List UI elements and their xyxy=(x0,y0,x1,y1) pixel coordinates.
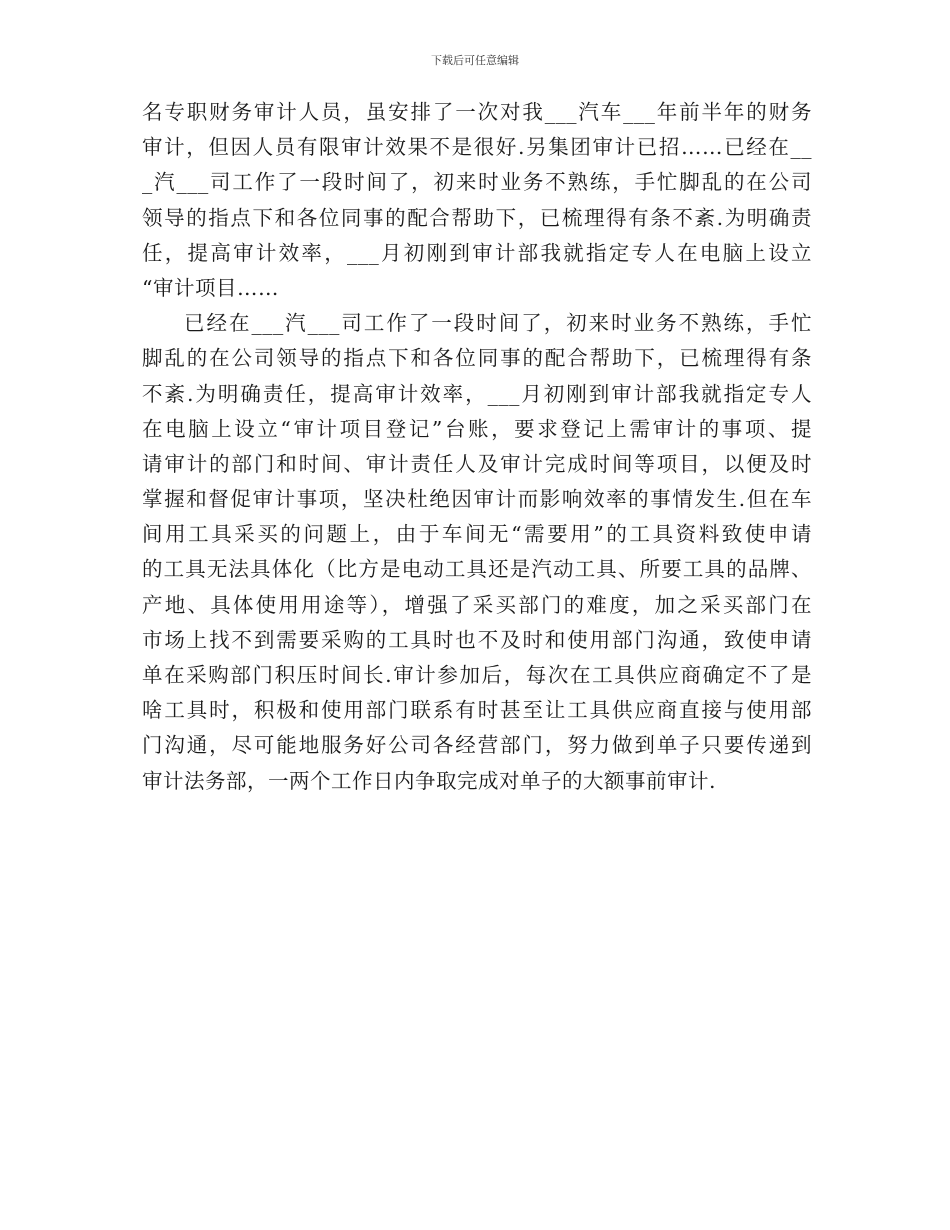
text-line: 请审计的部门和时间、审计责任人及审计完成时间等项目，以便及时 xyxy=(142,451,812,476)
page-header: 下载后可任意编辑 xyxy=(431,54,519,67)
text-line: 领导的指点下和各位同事的配合帮助下，已梳理得有条不紊.为明确责 xyxy=(142,205,812,230)
paragraph-1 xyxy=(142,95,812,306)
text-line: 不紊.为明确责任，提高审计效率，___月初刚到审计部我就指定专人 xyxy=(142,381,812,406)
text-line: 名专职财务审计人员，虽安排了一次对我___汽车___年前半年的财务 xyxy=(142,100,812,124)
text-line: “审计项目…… xyxy=(142,275,279,300)
text-line: 脚乱的在公司领导的指点下和各位同事的配合帮助下，已梳理得有条 xyxy=(142,346,812,371)
text-line: _汽___司工作了一段时间了，初来时业务不熟练，手忙脚乱的在公司 xyxy=(142,170,812,195)
text-line: 任，提高审计效率，___月初刚到审计部我就指定专人在电脑上设立 xyxy=(142,240,812,265)
paragraph-2 xyxy=(142,306,812,799)
text-line: 间用工具采买的问题上，由于车间无“需要用”的工具资料致使申请 xyxy=(142,522,812,547)
text-line: 门沟通，尽可能地服务好公司各经营部门，努力做到单子只要传递到 xyxy=(142,733,812,758)
text-line: 单在采购部门积压时间长.审计参加后，每次在工具供应商确定不了是 xyxy=(142,663,812,687)
text-line: 在电脑上设立“审计项目登记”台账，要求登记上需审计的事项、提 xyxy=(142,416,812,441)
text-line: 审计，但因人员有限审计效果不是很好.另集团审计已招……已经在__ xyxy=(142,135,812,160)
text-line: 产地、具体使用用途等），增强了采买部门的难度，加之采买部门在 xyxy=(142,592,812,617)
text-line: 的工具无法具体化（比方是电动工具还是汽动工具、所要工具的品牌、 xyxy=(142,557,812,582)
text-line: 审计法务部，一两个工作日内争取完成对单子的大额事前审计. xyxy=(142,768,717,793)
text-line: 市场上找不到需要采购的工具时也不及时和使用部门沟通，致使申请 xyxy=(142,627,812,652)
text-line: 啥工具时，积极和使用部门联系有时甚至让工具供应商直接与使用部 xyxy=(142,698,812,723)
document-body xyxy=(142,95,812,799)
text-line: 掌握和督促审计事项，坚决杜绝因审计而影响效率的事情发生.但在车 xyxy=(142,487,812,512)
text-line: 已经在___汽___司工作了一段时间了，初来时业务不熟练，手忙 xyxy=(184,311,812,336)
